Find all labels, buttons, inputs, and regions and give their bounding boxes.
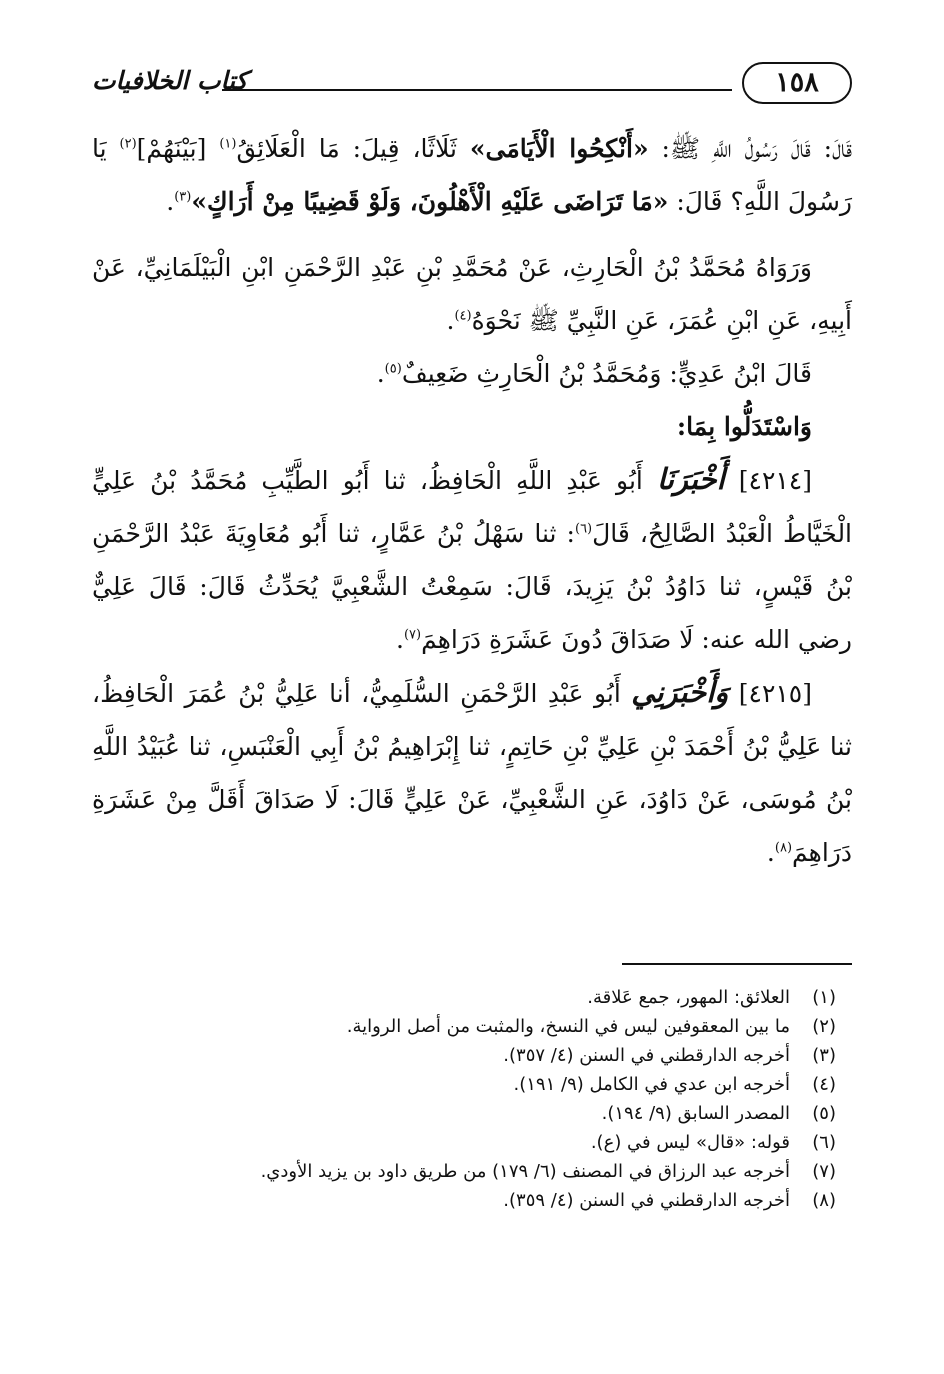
paragraph-2 [92, 241, 852, 347]
text-span: . [376, 359, 385, 388]
page-number: ١٥٨ [742, 62, 852, 104]
footnote-item [92, 1070, 836, 1099]
footnote-item [92, 1128, 836, 1157]
hadith-4214 [92, 453, 852, 666]
running-header [92, 62, 852, 112]
footnote-number: (٢) [812, 1016, 836, 1037]
text-span: وَرَوَاهُ مُحَمَّدُ بْنُ الْحَارِثِ، عَنْ مُحَمَّدِ بْنِ عَبْدِ الرَّحْمَنِ ابْنِ الْبَيْلَمَانِيِّ، عَنْ أَبِيهِ، عَنِ ابْنِ عُمَرَ، عَنِ النَّبِيِّ ﷺ نَحْوَهُ [92, 253, 852, 335]
text-span: أَبُو عَبْدِ اللَّهِ الْحَافِظُ، ثنا أَبُو الطَّيِّبِ مُحَمَّدُ بْنُ عَلِيٍّ الْخَيَّاطُ الْعَبْدُ الصَّالِحُ، قَالَ [92, 466, 853, 548]
hadith-opener: وَأَخْبَرَنِي [631, 675, 729, 709]
text-span: ثَلَاثًا، قِيلَ: مَا الْعَلَائِقُ [236, 134, 470, 163]
text-span: قَالَ ابْنُ عَدِيٍّ: وَمُحَمَّدُ بْنُ الْحَارِثِ ضَعِيفٌ [401, 359, 812, 388]
text-span: يَا رَسُولَ اللَّهِ؟ قَالَ: [92, 134, 852, 216]
footnote-number: (٥) [812, 1103, 836, 1124]
footnote-number: (٤) [812, 1074, 836, 1095]
section-heading: وَاسْتَدَلُّوا بِمَا: [676, 412, 812, 441]
footnote-number: (٧) [812, 1161, 836, 1182]
hadith-quote: «مَا تَرَاضَى عَلَيْهِ الْأَهْلُونَ، وَلَوْ قَضِيبًا مِنْ أَرَاكٍ» [191, 187, 669, 216]
hadith-number: [٤٢١٤] [738, 466, 812, 495]
footnote-item [92, 1186, 836, 1215]
footnote-number: (٦) [812, 1132, 836, 1153]
footnote-ref[interactable]: (٣) [174, 189, 192, 205]
main-text [92, 122, 852, 879]
footnote-number: (١) [812, 987, 836, 1008]
text-span: . [396, 625, 404, 654]
footnote-text: العلائق: المهور، جمع عَلاقة. [587, 987, 790, 1008]
footnote-number: (٣) [812, 1045, 836, 1066]
footnote-ref[interactable]: (١) [219, 136, 237, 152]
footnote-item [92, 1012, 836, 1041]
footnote-ref[interactable]: (٥) [384, 361, 402, 377]
footnote-separator [622, 963, 852, 965]
text-span: . [766, 838, 775, 867]
footnote-text: قوله: «قال» ليس في (ع). [590, 1132, 790, 1153]
footnote-ref[interactable]: (٨) [774, 840, 793, 856]
text-span: . [446, 306, 455, 335]
text-span: : ثنا سَهْلُ بْنُ عَمَّارٍ، ثنا أَبُو مُعَاوِيَةَ عَبْدُ الرَّحْمَنِ بْنُ قَيْسٍ، ثنا دَاوُدُ بْنُ يَزِيدَ، قَالَ: سَمِعْتُ الشَّعْبِيَّ يُحَدِّثُ قَالَ: قَالَ عَلِيٌّ رضي الله عنه: لَا صَدَاقَ دُونَ عَشَرَةِ دَرَاهِمَ [92, 519, 852, 654]
hadith-quote: «أَنْكِحُوا الْأَيَامَى» [469, 134, 649, 163]
footnote-text: أخرجه الدارقطني في السنن (٤/ ٣٥٩). [503, 1190, 790, 1211]
footnote-text: أخرجه عبد الرزاق في المصنف (٦/ ١٧٩) من طريق داود بن يزيد الأودي. [260, 1161, 790, 1182]
footnote-item [92, 1157, 836, 1186]
footnote-ref[interactable]: (٧) [403, 627, 422, 643]
hadith-number: [٤٢١٥] [738, 679, 812, 708]
hadith-opener: أَخْبَرَنَا [656, 462, 725, 496]
footnote-number: (٨) [812, 1190, 836, 1211]
footnote-ref[interactable]: (٤) [454, 308, 472, 324]
footnote-text: المصدر السابق (٩/ ١٩٤). [601, 1103, 790, 1124]
footnote-text: ما بين المعقوفين ليس في النسخ، والمثبت من أصل الرواية. [346, 1016, 790, 1037]
footnote-text: أخرجه ابن عدي في الكامل (٩/ ١٩١). [513, 1074, 790, 1095]
footnote-ref[interactable]: (٢) [119, 136, 137, 152]
paragraph-1 [92, 122, 852, 228]
header-rule [222, 89, 732, 91]
text-span: [بَيْنَهُمْ] [136, 134, 220, 163]
text-span: أَبُو عَبْدِ الرَّحْمَنِ السُّلَمِيُّ، أنا عَلِيُّ بْنُ عُمَرَ الْحَافِظُ، ثنا عَلِيُّ بْنُ أَحْمَدَ بْنِ عَلِيِّ بْنِ حَاتِمٍ، ثنا إِبْرَاهِيمُ بْنُ أَبِي الْعَنْبَسِ، ثنا عُبَيْدُ اللَّهِ بْنُ مُوسَى، عَنْ دَاوُدَ، عَنِ الشَّعْبِيِّ، عَنْ عَلِيٍّ قَالَ: لَا صَدَاقَ أَقَلَّ مِنْ عَشَرَةِ دَرَاهِمَ [92, 679, 852, 867]
footnote-item [92, 1041, 836, 1070]
footnote-item [92, 983, 836, 1012]
footnote-ref[interactable]: (٦) [574, 521, 593, 537]
text-span: . [166, 187, 175, 216]
paragraph-3 [92, 347, 852, 400]
book-title: كتاب الخلافيات [92, 66, 248, 95]
text-span: قَالَ: قَالَ رَسُولُ اللَّهِ ﷺ: [648, 134, 852, 163]
footnote-item [92, 1099, 836, 1128]
footnotes-list [92, 983, 836, 1215]
hadith-4215 [92, 666, 852, 879]
footnote-text: أخرجه الدارقطني في السنن (٤/ ٣٥٧). [503, 1045, 790, 1066]
